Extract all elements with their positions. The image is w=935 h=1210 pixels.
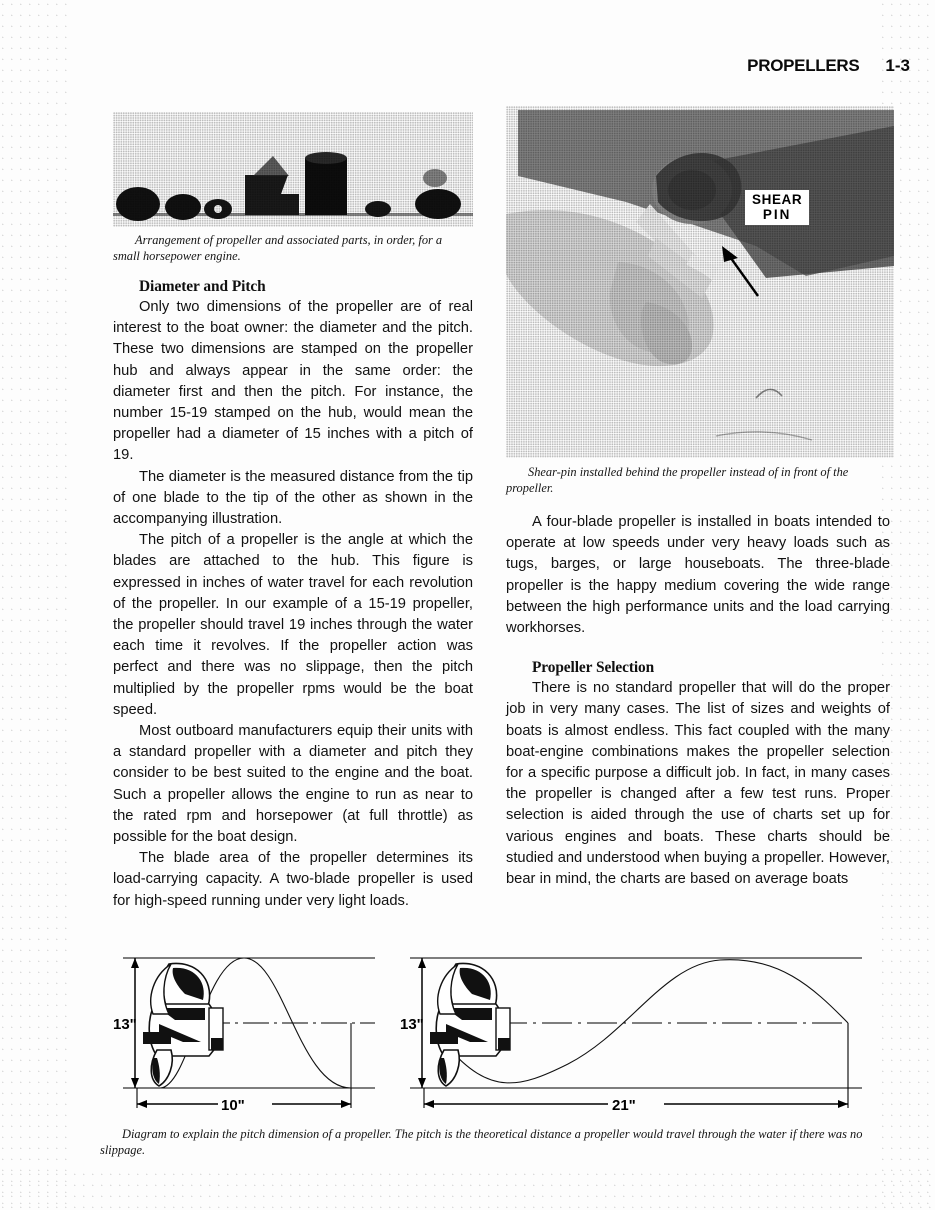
shear-pin-caption: [506, 464, 888, 497]
propeller-parts-photo: [113, 112, 473, 227]
left-diameter-label: 13": [113, 1016, 137, 1033]
right-pitch-label: 21": [612, 1097, 636, 1114]
scan-speckle-bottom: [0, 1170, 935, 1210]
left-paragraph-4: Most outboard manufacturers equip their units with a standard propeller with a diameter and pitch they consider to be best suited to the engine and the boat. Such a propeller allows the engine to run as near to the rated rpm and horsepower (at full throttle) as possible for the boat design.: [113, 723, 473, 846]
caption-line-2: through the water if there was no slippage.: [100, 1127, 863, 1158]
callout-line-2: PIN: [762, 207, 792, 222]
caption-line-2: order, for a small horsepower engine.: [113, 233, 443, 264]
shear-pin-callout-label: [745, 190, 809, 225]
caption-line-1: Shear-pin installed behind the propeller instead of in: [528, 465, 791, 479]
left-paragraph-3: The pitch of a propeller is the angle at which the blades are attached to the hub. This figure is expressed in inches of water travel for each revolution of the propeller. In our example of a 15-19 propeller, the propeller should travel 19 inches through the water each time it revolves. If the propeller action was perfect and there was no slippage, then the pitch multiplied by the propeller rpms would be the boat speed.: [113, 532, 473, 718]
left-paragraph-2: The diameter is the measured distance from the tip of one blade to the tip of the other as shown in the accompanying illustration.: [113, 468, 473, 528]
callout-line-1: SHEAR: [752, 192, 803, 207]
left-column: [113, 276, 473, 912]
scan-speckle-left: [0, 0, 70, 1210]
left-paragraph-5: The blade area of the propeller determines its load-carrying capacity. A two-blade propeller is used for high-speed running under very light loads.: [113, 850, 473, 909]
running-head-title: PROPELLERS: [747, 56, 860, 75]
right-column: [506, 512, 890, 890]
pitch-diagram-right: [400, 946, 862, 1114]
halftone-texture: [113, 112, 473, 227]
caption-line-1: Arrangement of propeller and associated parts, in: [135, 233, 384, 247]
right-paragraph-intro: A four-blade propeller is installed in boats intended to operate at low speeds under very heavy loads such as tugs, barges, or large houseboats. The three-blade propeller is the happy medium covering the wide range between the high performance units and the load carrying workhorses.: [506, 514, 890, 637]
right-section-heading: Propeller Selection: [532, 659, 655, 677]
left-paragraph-1: Only two dimensions of the propeller are of real interest to the boat owner: the diameter and the pitch. These two dimensions are stamped on the propeller hub and always appear in the same order: the diameter first and then the pitch. For instance, the number 15-19 stamped on the hub, would mean the propeller had a diameter of 15 inches with a pitch of 19.: [113, 299, 473, 464]
pitch-diagram-caption: [100, 1126, 900, 1159]
pitch-diagram-left: [113, 946, 375, 1114]
caption-line-2: front of the propeller.: [506, 465, 849, 496]
right-paragraph-1: There is no standard propeller that will do the proper job in very many cases. The list of sizes and weights of boats is almost endless. This fact coupled with the many boat-engine combinations makes the propeller selection for a specific purpose a difficult job. In fact, in many cases the propeller is changed after a few test runs. Proper selection is aided through the use of charts set up for various engines and boats. These charts should be studied and understood when buying a propeller. However, bear in mind, the charts are based on average boats: [506, 680, 890, 888]
propeller-parts-caption: [113, 232, 471, 265]
halftone-texture: [506, 106, 894, 458]
running-head: [620, 56, 910, 76]
shear-pin-photo: [506, 106, 894, 458]
right-diameter-label: 13": [400, 1016, 424, 1033]
page-folio: 1-3: [885, 56, 910, 75]
left-pitch-label: 10": [221, 1097, 245, 1114]
caption-line-1: Diagram to explain the pitch dimension of a propeller. The pitch is the theoretical distance a propeller would travel: [122, 1127, 695, 1141]
left-section-heading: Diameter and Pitch: [139, 278, 266, 295]
